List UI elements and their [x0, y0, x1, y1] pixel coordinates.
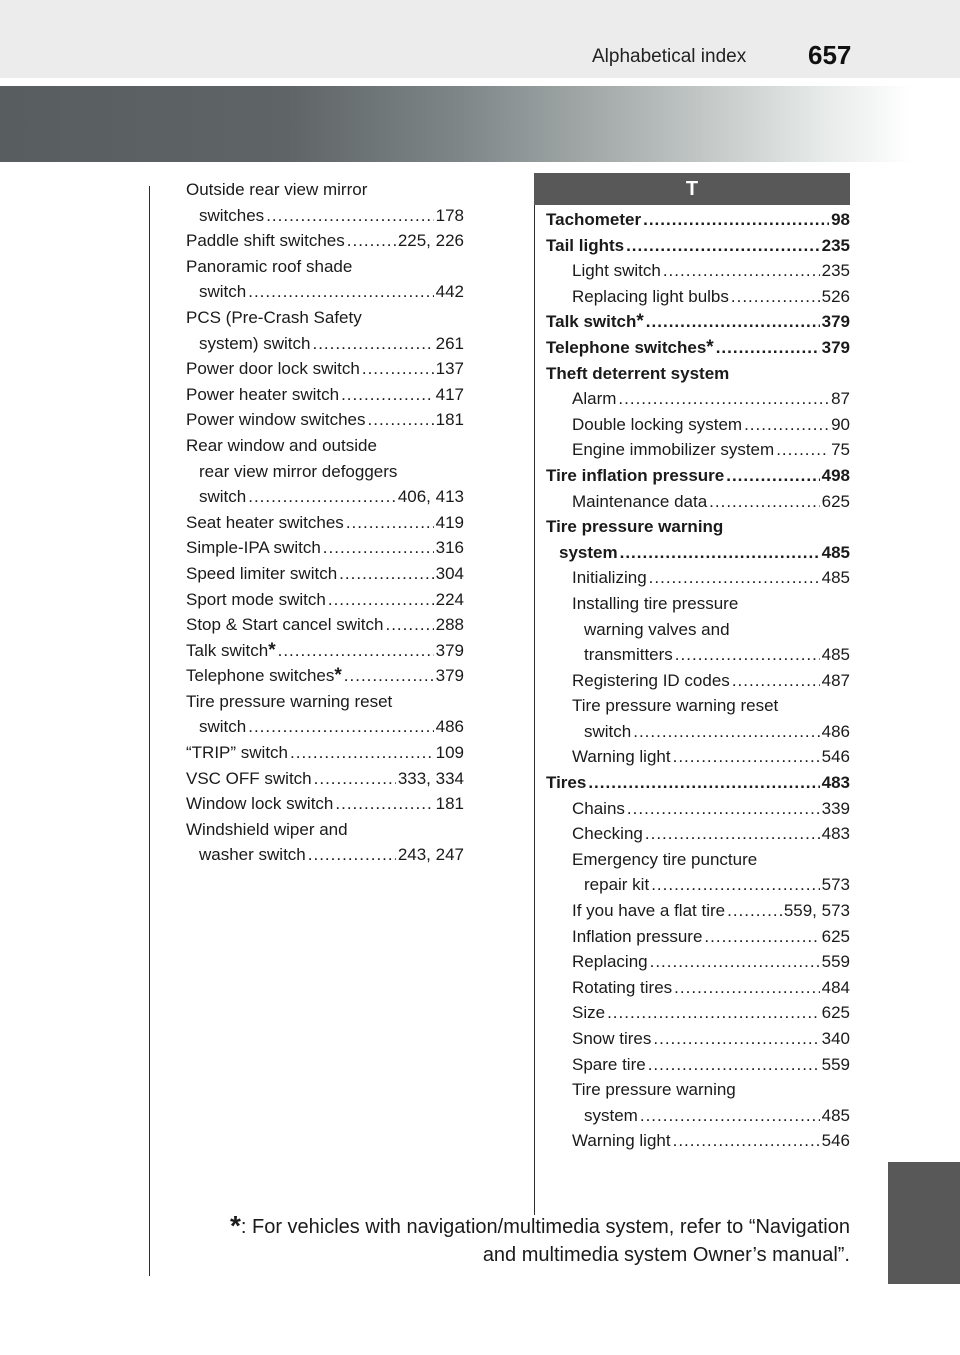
index-entry [546, 258, 850, 284]
dot-leader [643, 207, 829, 233]
dot-leader [618, 386, 829, 412]
index-entry-label: Tire inflation pressure [546, 465, 725, 485]
index-entry-page: 235 [821, 235, 850, 255]
index-entry [186, 817, 464, 843]
index-entry [186, 331, 464, 357]
index-entry-label: Maintenance data [572, 491, 708, 511]
index-entry-label: Talk switch [546, 312, 637, 332]
index-entry-label: Seat heater switches [186, 512, 344, 532]
index-entry-label: PCS (Pre-Crash Safety [186, 307, 362, 327]
dot-leader [732, 668, 820, 694]
left-margin-rule [149, 186, 150, 1276]
index-entry [546, 617, 850, 643]
dot-leader [341, 382, 434, 408]
index-entry [546, 514, 850, 540]
index-entry [546, 1000, 850, 1026]
index-entry [186, 407, 464, 433]
dot-leader [607, 1000, 820, 1026]
footnote-text-1: : For vehicles with navigation/multimedia system, refer to “Navigation [240, 1216, 850, 1238]
index-entry [546, 1103, 850, 1129]
index-entry-page: 573 [821, 875, 850, 895]
index-entry [186, 535, 464, 561]
index-entry [186, 561, 464, 587]
index-entry-label: washer switch [199, 845, 306, 865]
header-gradient-band [0, 86, 960, 162]
index-entry [186, 510, 464, 536]
dot-leader [328, 587, 434, 613]
index-entry [546, 489, 850, 515]
index-entry-page: 87 [831, 389, 850, 409]
index-entry [546, 207, 850, 233]
section-thumb-tab [888, 1162, 960, 1284]
dot-leader [620, 540, 820, 566]
index-entry-label: Tire pressure warning [546, 517, 724, 537]
index-entry [186, 203, 464, 229]
index-entry [546, 361, 850, 387]
dot-leader [744, 412, 829, 438]
index-entry-page: 625 [821, 926, 850, 946]
index-entry-label: VSC OFF switch [186, 768, 312, 788]
dot-leader [248, 484, 396, 510]
index-entry [546, 1077, 850, 1103]
index-entry [546, 591, 850, 617]
index-entry [186, 459, 464, 485]
dot-leader [626, 233, 820, 259]
footnote-line-1 [160, 1212, 850, 1241]
dot-leader [674, 975, 819, 1001]
index-entry-page: 181 [435, 794, 464, 814]
dot-leader [727, 898, 782, 924]
index-entry-label: Theft deterrent system [546, 363, 730, 383]
index-entry [186, 177, 464, 203]
index-entry-label: switch [584, 721, 632, 741]
index-entry-label: Checking [572, 824, 643, 844]
index-entry-page: 498 [821, 465, 850, 485]
index-entry-page: 109 [435, 743, 464, 763]
index-entry-label: Inflation pressure [572, 926, 703, 946]
index-entry [546, 821, 850, 847]
index-entry-page: 333, 334 [397, 768, 464, 788]
index-entry-label: system [559, 542, 618, 562]
dot-leader [278, 638, 434, 664]
index-entry [546, 1128, 850, 1154]
index-entry [546, 642, 850, 668]
index-entry-label: Tires [546, 773, 587, 793]
index-entry-page: 224 [435, 589, 464, 609]
index-entry [186, 587, 464, 613]
index-entry [546, 412, 850, 438]
dot-leader [640, 1103, 820, 1129]
dot-leader [308, 842, 396, 868]
index-entry [546, 924, 850, 950]
index-entry-label: Telephone switches [546, 337, 707, 357]
index-entry-label: Engine immobilizer system [572, 440, 775, 460]
dot-leader [266, 203, 433, 229]
index-entry-label: Power door lock switch [186, 359, 360, 379]
index-entry-label: repair kit [584, 875, 650, 895]
dot-leader [335, 791, 433, 817]
dot-leader [731, 284, 820, 310]
index-entry [546, 1026, 850, 1052]
index-entry-label: Replacing [572, 952, 648, 972]
index-entry-page: 442 [435, 282, 464, 302]
index-entry [186, 254, 464, 280]
index-entry-label: Rear window and outside [186, 435, 377, 455]
index-entry-page: 75 [831, 440, 850, 460]
index-entry-page: 487 [821, 670, 850, 690]
index-entry-label: warning valves and [584, 619, 730, 639]
index-entry-label: Tire pressure warning reset [186, 691, 393, 711]
index-entry [546, 744, 850, 770]
index-entry-page: 261 [435, 333, 464, 353]
index-entry [546, 565, 850, 591]
index-entry [546, 540, 850, 566]
index-entry-label: Power window switches [186, 410, 366, 430]
index-entry-label: switch [199, 717, 247, 737]
index-entry-label: Initializing [572, 568, 647, 588]
dot-leader [385, 612, 433, 638]
index-entry-label: Double locking system [572, 414, 743, 434]
index-entry-page: 406, 413 [397, 487, 464, 507]
index-entry-page: 546 [821, 747, 850, 767]
index-entry-label: Chains [572, 798, 625, 818]
index-entry [186, 305, 464, 331]
section-letter-heading: T [534, 173, 850, 205]
index-entry [546, 719, 850, 745]
index-entry-page: 485 [821, 1105, 850, 1125]
index-entry-page: 90 [831, 414, 850, 434]
dot-leader [663, 258, 820, 284]
index-entry [186, 612, 464, 638]
index-entry-label: Power heater switch [186, 384, 340, 404]
dot-leader [248, 279, 433, 305]
dot-leader [673, 744, 820, 770]
index-entry-page: 485 [821, 568, 850, 588]
footnote [160, 1212, 850, 1269]
dot-leader [726, 463, 819, 489]
index-entry [546, 693, 850, 719]
index-entry-page: 379 [821, 312, 850, 332]
index-entry [186, 356, 464, 382]
dot-leader [344, 663, 434, 689]
index-entry-page: 304 [435, 563, 464, 583]
index-entry-label: system) switch [199, 333, 311, 353]
index-entry [546, 975, 850, 1001]
index-entry [546, 386, 850, 412]
index-entry-label: Tachometer [546, 210, 642, 229]
index-entry [546, 1052, 850, 1078]
index-entry-page: 225, 226 [397, 231, 464, 251]
index-entry [186, 228, 464, 254]
index-entry-page: 339 [821, 798, 850, 818]
dot-leader [645, 821, 820, 847]
index-entry [546, 847, 850, 873]
column-divider [534, 205, 535, 1215]
index-entry-page: 137 [435, 359, 464, 379]
index-entry-label: system [584, 1105, 638, 1125]
index-entry-page: 181 [435, 410, 464, 430]
index-entry [546, 284, 850, 310]
index-entry-page: 485 [821, 542, 850, 562]
index-entry-page: 483 [821, 824, 850, 844]
dot-leader [248, 714, 433, 740]
index-entry-label: “TRIP” switch [186, 743, 288, 763]
dot-leader [290, 740, 434, 766]
index-entry-label: Stop & Start cancel switch [186, 615, 384, 635]
index-entry-label: Panoramic roof shade [186, 256, 353, 276]
index-entry [186, 740, 464, 766]
index-entry-label: Talk switch [186, 640, 269, 660]
dot-leader [633, 719, 819, 745]
index-entry-page: 379 [435, 666, 464, 686]
index-entry-label: Installing tire pressure [572, 593, 739, 613]
index-entry-label: Spare tire [572, 1054, 646, 1074]
index-entry-label: transmitters [584, 645, 673, 665]
index-entry-page: 379 [821, 337, 850, 357]
index-entry-page: 98 [831, 210, 850, 229]
index-entry-label: Size [572, 1003, 606, 1023]
dot-leader [627, 796, 820, 822]
index-entry-page: 243, 247 [397, 845, 464, 865]
index-entry-page: 484 [821, 977, 850, 997]
index-entry [546, 233, 850, 259]
index-column-right [546, 207, 850, 1154]
footnote-line-2: and multimedia system Owner’s manual”. [482, 1244, 850, 1266]
dot-leader [323, 535, 434, 561]
index-entry-page: 316 [435, 538, 464, 558]
index-entry-label: Simple-IPA switch [186, 538, 321, 558]
index-entry: Telephone switches * ..... 379 [546, 335, 850, 361]
dot-leader [650, 949, 820, 975]
index-entry-page: 417 [435, 384, 464, 404]
index-entry [186, 279, 464, 305]
index-entry-label: Alarm [572, 389, 617, 409]
index-entry [186, 484, 464, 510]
dot-leader [648, 1052, 820, 1078]
dot-leader [716, 335, 820, 361]
index-entry [546, 949, 850, 975]
footnote-asterisk: * [229, 1210, 241, 1241]
index-entry-page: 546 [821, 1131, 850, 1151]
index-entry: Telephone switches * ..... 379 [186, 663, 464, 689]
index-entry-page: 340 [821, 1029, 850, 1048]
index-entry-label: Warning light [572, 747, 671, 767]
dot-leader [314, 766, 396, 792]
index-entry [546, 668, 850, 694]
index-entry [546, 437, 850, 463]
dot-leader [362, 356, 434, 382]
index-entry-page: 178 [435, 205, 464, 225]
index-entry-page: 559 [821, 952, 850, 972]
dot-leader [649, 565, 820, 591]
dot-leader [312, 331, 433, 357]
index-entry-label: Outside rear view mirror [186, 180, 368, 199]
index-entry-label: Rotating tires [572, 977, 673, 997]
dot-leader [776, 437, 829, 463]
index-entry-page: 483 [821, 773, 850, 793]
dot-leader [339, 561, 433, 587]
index-entry-label: rear view mirror defoggers [199, 461, 398, 481]
dot-leader [653, 1026, 819, 1052]
index-entry [186, 382, 464, 408]
index-entry [186, 689, 464, 715]
index-entry-page: 485 [821, 645, 850, 665]
index-entry [546, 770, 850, 796]
index-entry [546, 872, 850, 898]
dot-leader [651, 872, 819, 898]
index-entry [546, 796, 850, 822]
index-entry-page: 526 [821, 286, 850, 306]
index-entry-label: Sport mode switch [186, 589, 326, 609]
index-entry-page: 419 [435, 512, 464, 532]
index-entry [186, 842, 464, 868]
index-entry [186, 791, 464, 817]
index-entry-label: If you have a flat tire [572, 901, 726, 921]
index-entry-label: Registering ID codes [572, 670, 730, 690]
index-entry [546, 898, 850, 924]
index-entry-label: switches [199, 205, 265, 225]
index-entry-page: 486 [435, 717, 464, 737]
index-entry-page: 559 [821, 1054, 850, 1074]
index-entry: Talk switch * ..... 379 [186, 638, 464, 664]
index-entry-label: Paddle shift switches [186, 231, 345, 251]
index-entry: Talk switch * ..... 379 [546, 309, 850, 335]
index-entry-label: switch [199, 487, 247, 507]
page-header-title: Alphabetical index [592, 46, 747, 67]
index-entry-label: switch [199, 282, 247, 302]
dot-leader [709, 489, 819, 515]
index-entry-page: 486 [821, 721, 850, 741]
index-entry-page: 625 [821, 491, 850, 511]
index-entry-label: Tail lights [546, 235, 625, 255]
index-column-left [186, 177, 464, 868]
index-entry-label: Window lock switch [186, 794, 334, 814]
dot-leader [673, 1128, 820, 1154]
index-entry [186, 714, 464, 740]
index-entry-page: 379 [435, 640, 464, 660]
dot-leader [368, 407, 434, 433]
index-entry-label: Speed limiter switch [186, 563, 338, 583]
index-entry [186, 433, 464, 459]
index-entry-page: 235 [821, 261, 850, 281]
index-entry-label: Snow tires [572, 1029, 652, 1048]
dot-leader [588, 770, 819, 796]
index-entry-label: Telephone switches [186, 666, 335, 686]
index-entry-label: Tire pressure warning reset [572, 696, 779, 716]
index-entry [546, 463, 850, 489]
index-entry-label: Replacing light bulbs [572, 286, 729, 306]
dot-leader [646, 309, 820, 335]
page-number: 657 [808, 40, 852, 70]
index-entry-label: Emergency tire puncture [572, 849, 758, 869]
index-entry-label: Warning light [572, 1131, 671, 1151]
dot-leader [675, 642, 820, 668]
dot-leader [346, 510, 434, 536]
index-entry-page: 288 [435, 615, 464, 635]
index-entry-label: Light switch [572, 261, 661, 281]
dot-leader [704, 924, 819, 950]
index-entry [186, 766, 464, 792]
index-entry-page: 559, 573 [783, 901, 850, 921]
index-entry-label: Windshield wiper and [186, 819, 348, 839]
dot-leader [347, 228, 396, 254]
index-entry-page: 625 [821, 1003, 850, 1023]
index-entry-label: Tire pressure warning [572, 1080, 736, 1100]
